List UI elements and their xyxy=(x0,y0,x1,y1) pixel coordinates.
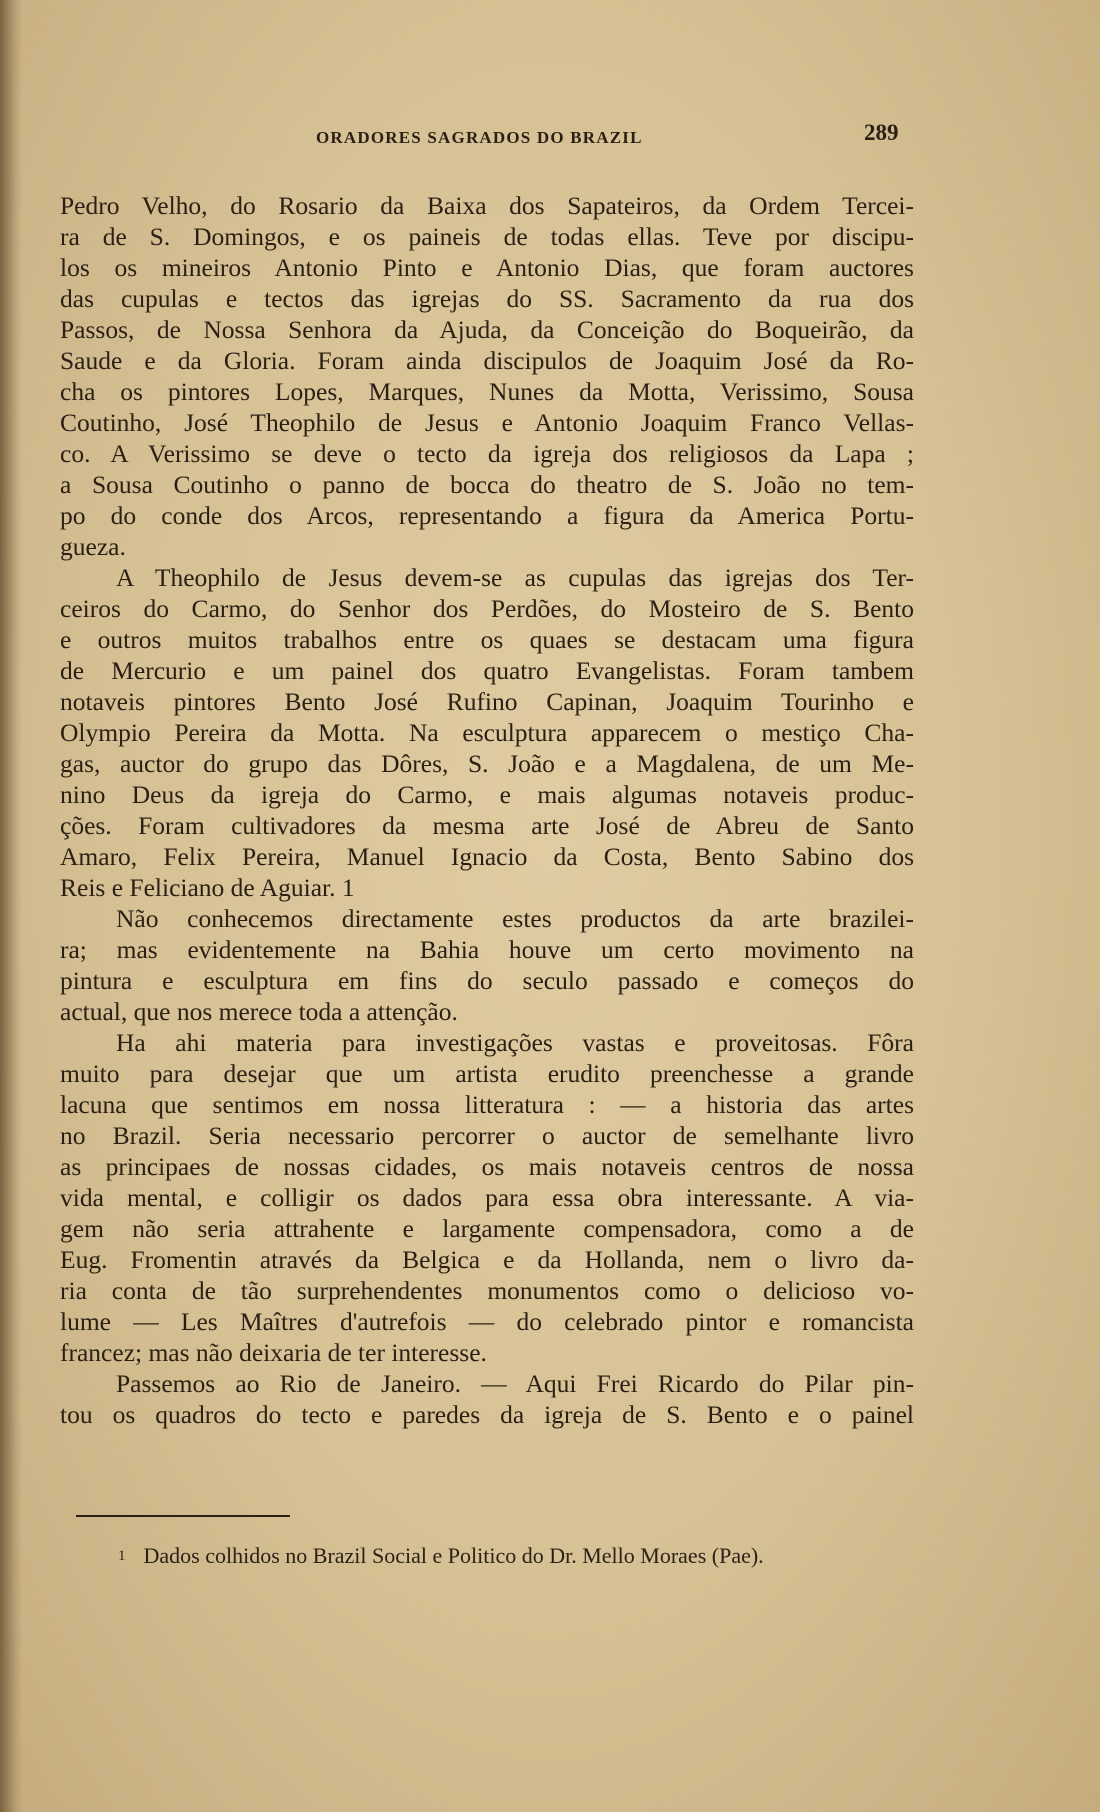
text-line: Olympio Pereira da Motta. Na esculptura apparecem o mestiço Cha- xyxy=(60,718,914,747)
text-line: francez; mas não deixaria de ter interesse. xyxy=(60,1338,487,1367)
page-number: 289 xyxy=(864,120,899,145)
text-line: gas, auctor do grupo das Dôres, S. João e a Magdalena, de um Me- xyxy=(60,749,914,778)
text-line: ria conta de tão surprehendentes monumentos como o delicioso vo- xyxy=(60,1276,914,1305)
text-line: gem não seria attrahente e largamente compensadora, como a de xyxy=(60,1214,914,1243)
text-line: ceiros do Carmo, do Senhor dos Perdões, do Mosteiro de S. Bento xyxy=(60,594,914,623)
text-line: as principaes de nossas cidades, os mais notaveis centros de nossa xyxy=(60,1152,914,1181)
text-line: pintura e esculptura em fins do seculo passado e começos do xyxy=(60,966,914,995)
text-line: cha os pintores Lopes, Marques, Nunes da Motta, Verissimo, Sousa xyxy=(60,377,914,406)
text-line: a Sousa Coutinho o panno de bocca do theatro de S. João no tem- xyxy=(60,470,914,499)
text-line: das cupulas e tectos das igrejas do SS. Sacramento da rua dos xyxy=(60,284,914,313)
text-line: gueza. xyxy=(60,532,126,561)
text-line: Passos, de Nossa Senhora da Ajuda, da Conceição do Boqueirão, da xyxy=(60,315,914,344)
text-line: Não conhecemos directamente estes productos da arte brazilei- xyxy=(116,904,914,933)
text-line: lacuna que sentimos em nossa litteratura : — a historia das artes xyxy=(60,1090,914,1119)
text-line: tou os quadros do tecto e paredes da igreja de S. Bento e o painel xyxy=(60,1400,914,1429)
text-line: ra; mas evidentemente na Bahia houve um certo movimento na xyxy=(60,935,914,964)
text-line: co. A Verissimo se deve o tecto da igreja dos religiosos da Lapa ; xyxy=(60,439,914,468)
text-line: lume — Les Maîtres d'autrefois — do celebrado pintor e romancista xyxy=(60,1307,914,1336)
footnote-marker: 1 xyxy=(118,1548,126,1564)
text-line: los os mineiros Antonio Pinto e Antonio Dias, que foram auctores xyxy=(60,253,914,282)
text-line: Pedro Velho, do Rosario da Baixa dos Sapateiros, da Ordem Tercei- xyxy=(60,191,914,220)
text-line: no Brazil. Seria necessario percorrer o auctor de semelhante livro xyxy=(60,1121,914,1150)
text-line: Reis e Feliciano de Aguiar. 1 xyxy=(60,873,355,902)
text-line: Passemos ao Rio de Janeiro. — Aqui Frei Ricardo do Pilar pin- xyxy=(116,1369,914,1398)
text-line: notaveis pintores Bento José Rufino Capinan, Joaquim Tourinho e xyxy=(60,687,914,716)
text-line: A Theophilo de Jesus devem-se as cupulas das igrejas dos Ter- xyxy=(116,563,914,592)
text-line: ções. Foram cultivadores da mesma arte José de Abreu de Santo xyxy=(60,811,914,840)
page-header xyxy=(0,120,1100,160)
text-line: e outros muitos trabalhos entre os quaes se destacam uma figura xyxy=(60,625,914,654)
text-line: Amaro, Felix Pereira, Manuel Ignacio da Costa, Bento Sabino dos xyxy=(60,842,914,871)
text-line: muito para desejar que um artista erudito preenchesse a grande xyxy=(60,1059,914,1088)
text-line: Ha ahi materia para investigações vastas e proveitosas. Fôra xyxy=(116,1028,914,1057)
text-line: Saude e da Gloria. Foram ainda discipulos de Joaquim José da Ro- xyxy=(60,346,914,375)
text-line: actual, que nos merece toda a attenção. xyxy=(60,997,458,1026)
running-title: ORADORES SAGRADOS DO BRAZIL xyxy=(316,128,643,147)
text-line: vida mental, e colligir os dados para essa obra interessante. A via- xyxy=(60,1183,914,1212)
text-line: Coutinho, José Theophilo de Jesus e Antonio Joaquim Franco Vellas- xyxy=(60,408,914,437)
text-line: Eug. Fromentin através da Belgica e da Hollanda, nem o livro da- xyxy=(60,1245,914,1274)
text-line: ra de S. Domingos, e os paineis de todas ellas. Teve por discipu- xyxy=(60,222,914,251)
text-line: po do conde dos Arcos, representando a figura da America Portu- xyxy=(60,501,914,530)
footnote-text: Dados colhidos no Brazil Social e Politico do Dr. Mello Moraes (Pae). xyxy=(143,1543,764,1568)
text-line: de Mercurio e um painel dos quatro Evangelistas. Foram tambem xyxy=(60,656,914,685)
page-binding-shadow xyxy=(0,0,22,1812)
footnote xyxy=(118,1543,764,1569)
footnote-divider xyxy=(76,1515,290,1517)
body-text xyxy=(60,190,914,1430)
text-line: nino Deus da igreja do Carmo, e mais algumas notaveis produc- xyxy=(60,780,914,809)
